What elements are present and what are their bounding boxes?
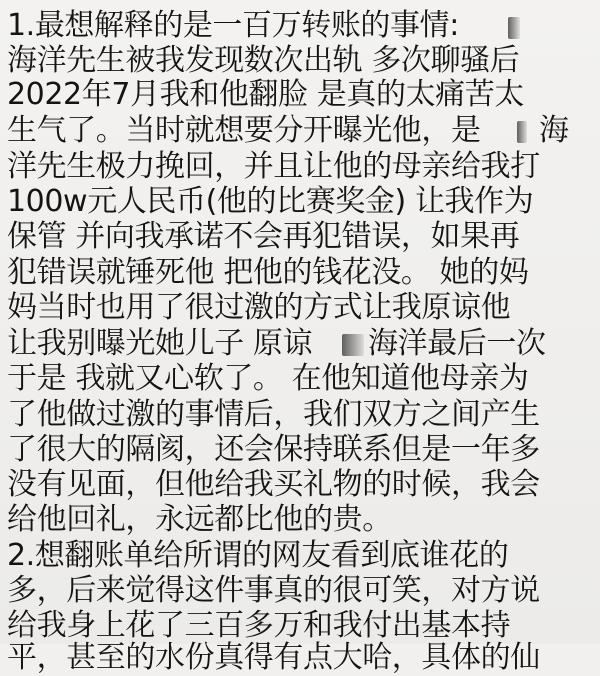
redaction-mark <box>508 17 520 39</box>
text-line-8: 犯错误就锤死他 把他的钱花没。 她的妈 <box>7 255 529 290</box>
redaction-mark <box>342 334 364 356</box>
text-line-9: 妈当时也用了很过激的方式让我原谅他 <box>7 290 511 325</box>
text-line-6: 100w元人民币(他的比赛奖金) 让我作为 <box>7 184 534 219</box>
text-line-4-tail: 海 <box>539 113 569 148</box>
text-line-18: 给我身上花了三百多万和我付出基本持 <box>7 608 511 643</box>
text-line-17: 多，后来觉得这件事真的很可笑，对方说 <box>7 573 540 608</box>
text-line-10-tail: 海洋最后一次 <box>368 326 546 361</box>
redaction-mark <box>517 121 527 143</box>
text-line-7: 保管 并向我承诺不会再犯错误，如果再 <box>7 219 520 254</box>
text-line-11: 于是 我就又心软了。 在他知道他母亲为 <box>7 361 529 396</box>
text-line-16: 2.想翻账单给所谓的网友看到底谁花的 <box>7 538 509 573</box>
text-line-10: 让我别曝光她儿子 原谅 <box>7 326 313 361</box>
text-line-15: 给他回礼，永远都比他的贵。 <box>7 502 392 537</box>
text-line-14: 没有见面，但他给我买礼物的时候，我会 <box>7 467 540 502</box>
text-line-19: 平，甚至的水份真得有点大哈，具体的仙 <box>7 640 540 675</box>
text-line-3: 2022年7月我和他翻脸 是真的太痛苦太 <box>7 77 524 112</box>
text-line-1: 1.最想解释的是一百万转账的事情: <box>7 8 459 43</box>
text-line-5: 洋先生极力挽回，并且让他的母亲给我打 <box>7 149 540 184</box>
text-line-2: 海洋先生被我发现数次出轨 多次聊骚后 <box>7 43 520 78</box>
text-line-4: 生气了。当时就想要分开曝光他，是 <box>7 113 481 148</box>
text-line-13: 了很大的隔阂，还会保持联系但是一年多 <box>7 432 540 467</box>
text-line-12: 了他做过激的事情后，我们双方之间产生 <box>7 397 540 432</box>
